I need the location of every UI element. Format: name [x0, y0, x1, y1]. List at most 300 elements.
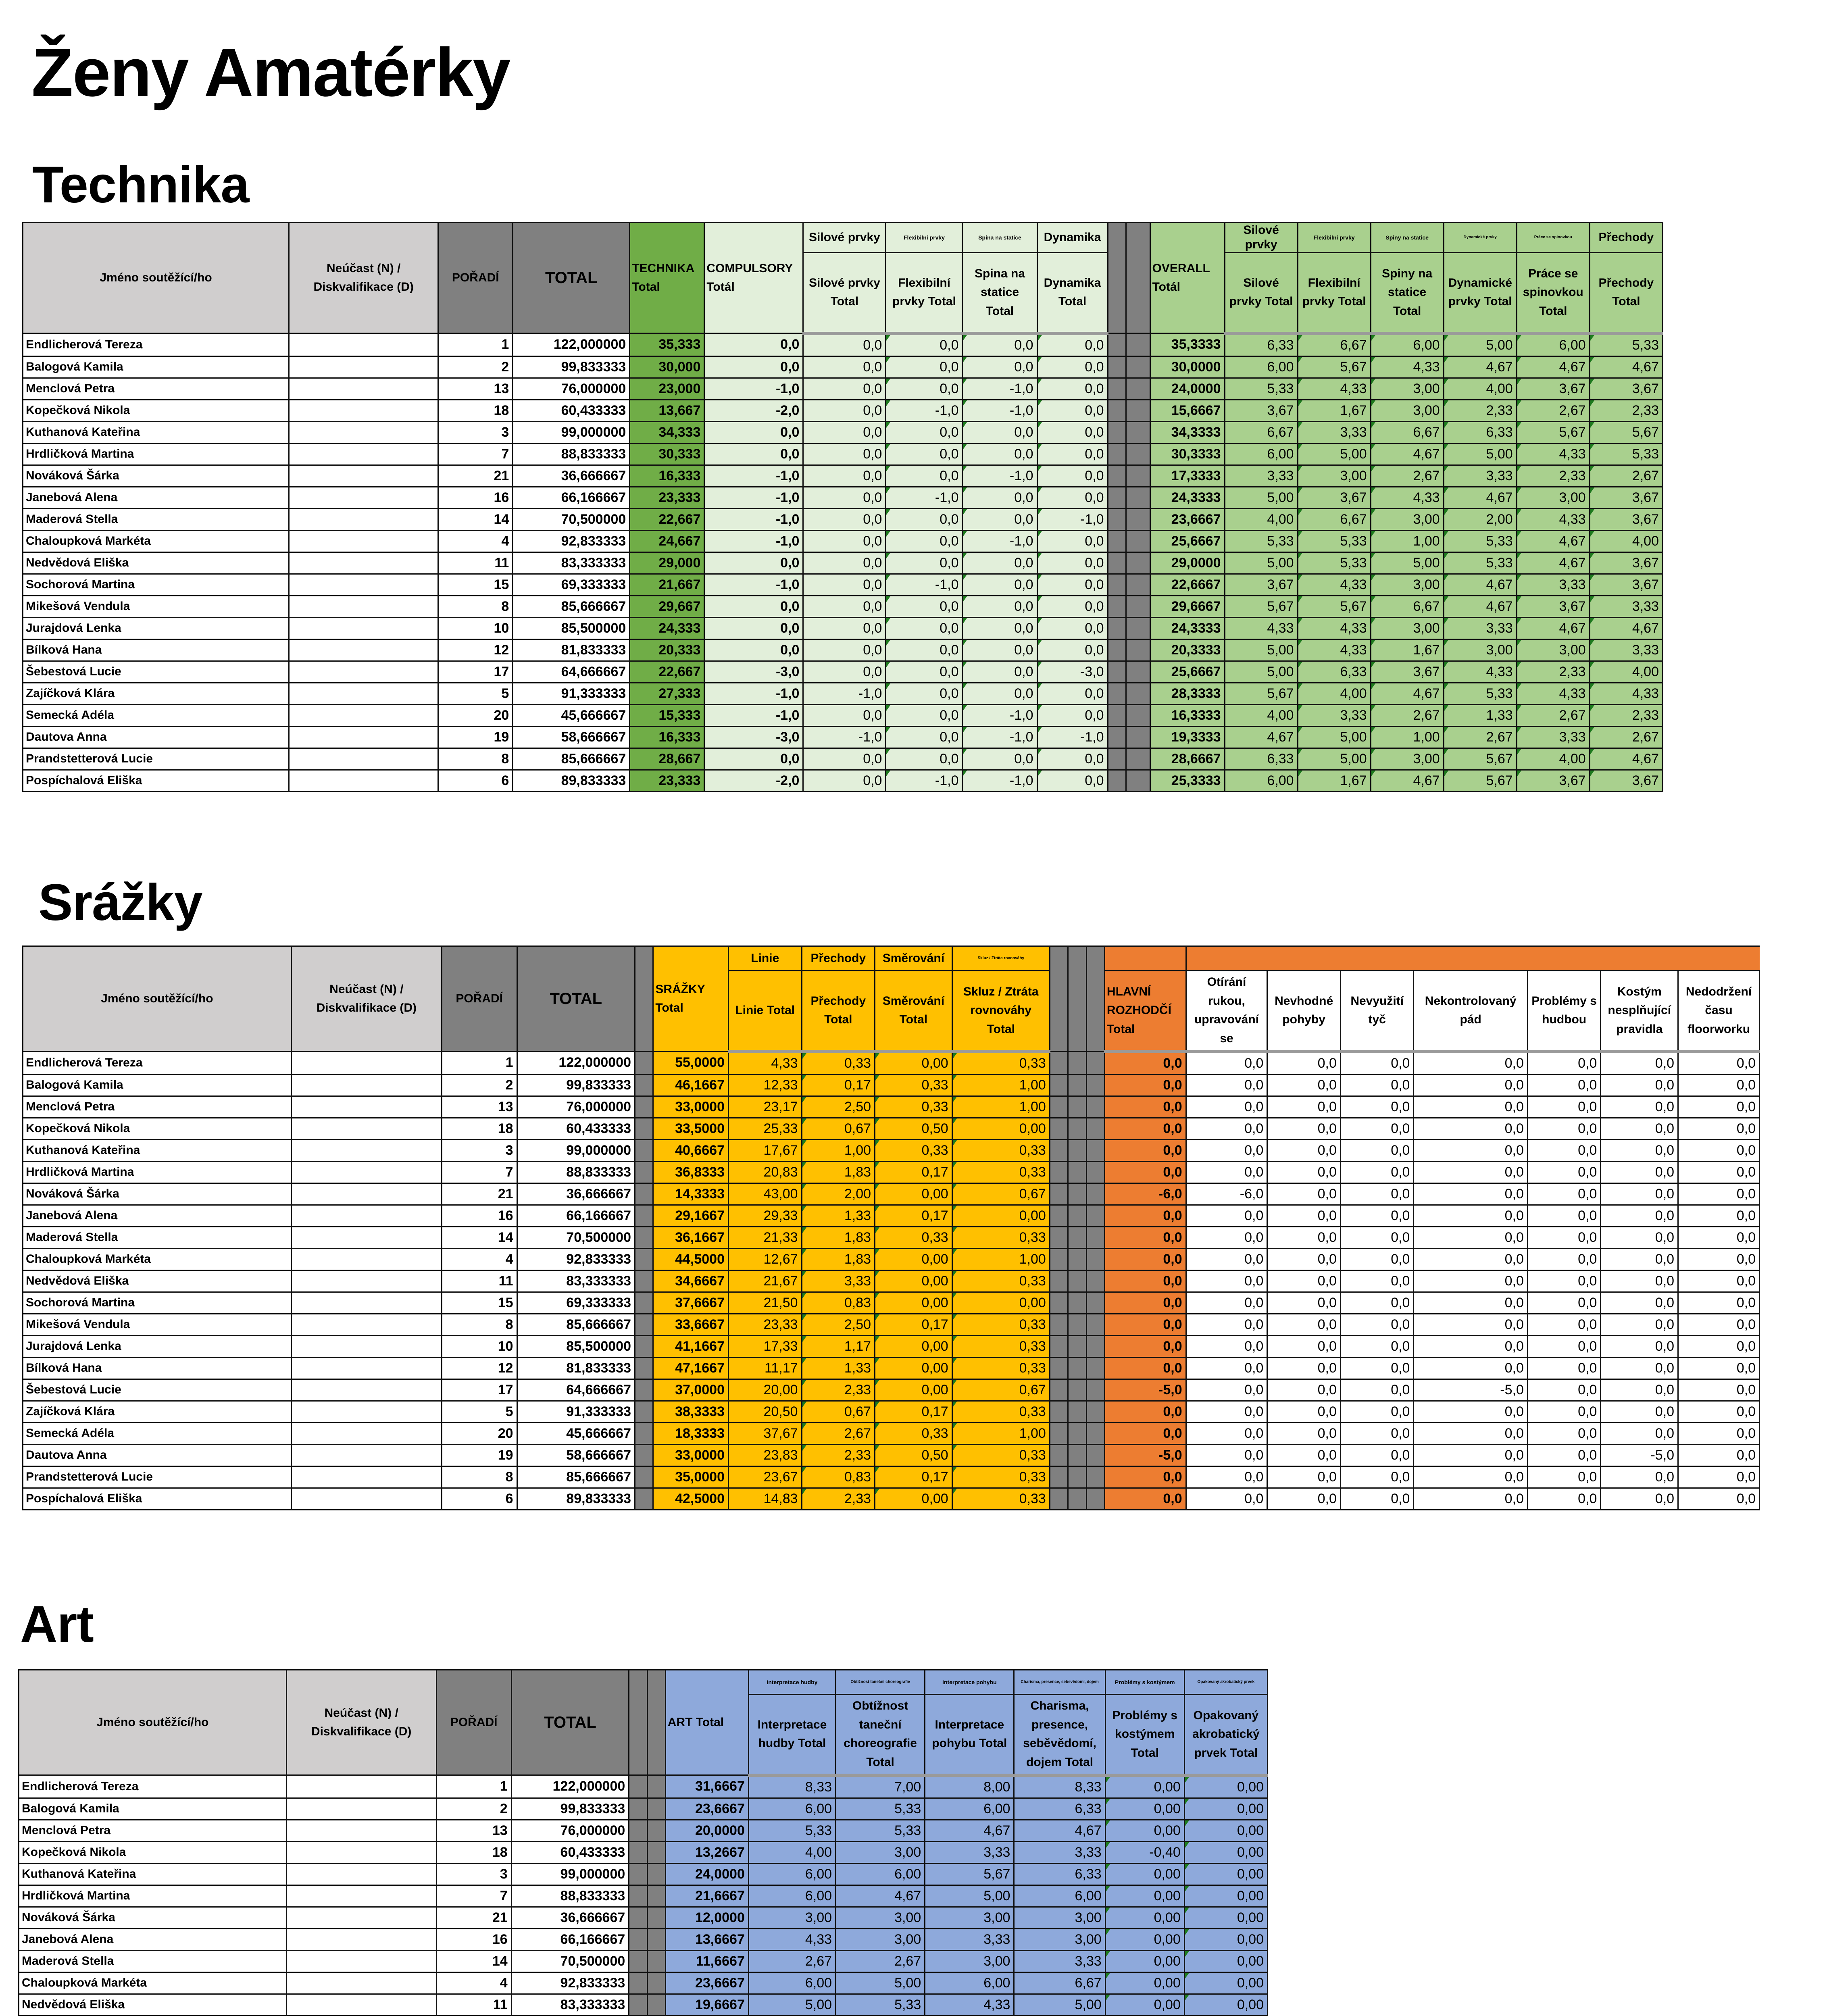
cell-hlavni-col[interactable]: 0,0: [1414, 1292, 1527, 1314]
cell-overall-col[interactable]: 4,33: [1444, 661, 1517, 683]
cell-art-col[interactable]: -0,40: [1105, 1841, 1184, 1863]
cell-hlavni-col[interactable]: 0,0: [1527, 1466, 1601, 1488]
cell-overall-col[interactable]: 6,33: [1298, 661, 1371, 683]
cell-overall-col[interactable]: 3,00: [1371, 748, 1444, 770]
cell-total[interactable]: 91,333333: [513, 683, 630, 704]
cell-compulsory-total[interactable]: -1,0: [704, 683, 803, 704]
cell-hlavni-col[interactable]: 0,0: [1678, 1401, 1760, 1422]
cell-neucast[interactable]: [291, 1335, 442, 1357]
cell-spina-total[interactable]: 0,0: [962, 748, 1037, 770]
cell-art-col[interactable]: 3,33: [1014, 1950, 1105, 1972]
cell-name[interactable]: Jurajdová Lenka: [23, 617, 289, 639]
cell-hlavni-col[interactable]: 0,0: [1601, 1270, 1678, 1292]
cell-art-col[interactable]: 4,00: [748, 1841, 835, 1863]
cell-hlavni-col[interactable]: 0,0: [1267, 1139, 1341, 1161]
cell-total[interactable]: 36,666667: [513, 465, 630, 487]
cell-art-col[interactable]: 5,00: [925, 1885, 1014, 1907]
cell-name[interactable]: Endlicherová Tereza: [23, 1052, 292, 1075]
cell-name[interactable]: Menclová Petra: [23, 1096, 292, 1118]
cell-overall-col[interactable]: 3,00: [1371, 400, 1444, 421]
cell-hlavni-col[interactable]: 0,0: [1601, 1292, 1678, 1314]
cell-overall-col[interactable]: 6,00: [1371, 333, 1444, 356]
cell-dynamika-total[interactable]: 0,0: [1037, 487, 1108, 508]
cell-art-col[interactable]: 0,00: [1184, 1972, 1267, 1994]
cell-hlavni-col[interactable]: 0,0: [1267, 1314, 1341, 1335]
cell-dynamika-total[interactable]: 0,0: [1037, 333, 1108, 356]
cell-overall-total[interactable]: 16,3333: [1150, 704, 1225, 726]
cell-spina-total[interactable]: 0,0: [962, 574, 1037, 596]
cell-total[interactable]: 122,000000: [511, 1775, 629, 1798]
cell-hlavni-col[interactable]: 0,0: [1527, 1270, 1601, 1292]
cell-poradi[interactable]: 18: [442, 1118, 517, 1139]
cell-hlavni-col[interactable]: 0,0: [1340, 1335, 1414, 1357]
cell-hlavni-rozhodci-total[interactable]: 0,0: [1104, 1118, 1186, 1139]
cell-hlavni-col[interactable]: 0,0: [1527, 1401, 1601, 1422]
cell-overall-col[interactable]: 5,67: [1225, 596, 1298, 617]
cell-hlavni-col[interactable]: 0,0: [1678, 1227, 1760, 1248]
cell-hlavni-col[interactable]: 0,0: [1186, 1205, 1267, 1227]
cell-hlavni-col[interactable]: 0,0: [1527, 1118, 1601, 1139]
cell-overall-col[interactable]: 4,67: [1371, 770, 1444, 791]
cell-poradi[interactable]: 10: [442, 1335, 517, 1357]
cell-total[interactable]: 81,833333: [517, 1357, 635, 1379]
cell-hlavni-col[interactable]: 0,0: [1186, 1161, 1267, 1183]
cell-name[interactable]: Bílková Hana: [23, 1357, 292, 1379]
cell-name[interactable]: Maderová Stella: [19, 1950, 287, 1972]
cell-neucast[interactable]: [286, 1885, 436, 1907]
cell-compulsory-total[interactable]: 0,0: [704, 552, 803, 574]
cell-art-col[interactable]: 7,00: [836, 1775, 925, 1798]
cell-spina-total[interactable]: 0,0: [962, 596, 1037, 617]
cell-name[interactable]: Pospíchalová Eliška: [23, 1488, 292, 1510]
cell-hlavni-col[interactable]: 0,0: [1527, 1205, 1601, 1227]
cell-technika-total[interactable]: 24,667: [630, 530, 704, 552]
cell-overall-col[interactable]: 1,67: [1371, 639, 1444, 661]
cell-flexibilni-total[interactable]: 0,0: [886, 704, 962, 726]
cell-prechody-total[interactable]: 0,83: [802, 1466, 875, 1488]
cell-hlavni-col[interactable]: 0,0: [1267, 1248, 1341, 1270]
cell-linie-total[interactable]: 21,33: [728, 1227, 802, 1248]
cell-overall-col[interactable]: 3,00: [1444, 639, 1517, 661]
cell-silove-total[interactable]: 0,0: [803, 443, 886, 465]
cell-overall-col[interactable]: 5,00: [1225, 552, 1298, 574]
cell-overall-col[interactable]: 1,00: [1371, 726, 1444, 748]
cell-hlavni-col[interactable]: 0,0: [1527, 1292, 1601, 1314]
cell-poradi[interactable]: 1: [442, 1052, 517, 1075]
cell-prechody-total[interactable]: 2,33: [802, 1444, 875, 1466]
cell-neucast[interactable]: [291, 1248, 442, 1270]
cell-prechody-total[interactable]: 1,33: [802, 1205, 875, 1227]
cell-hlavni-col[interactable]: 0,0: [1186, 1379, 1267, 1401]
cell-hlavni-col[interactable]: 0,0: [1340, 1466, 1414, 1488]
cell-total[interactable]: 91,333333: [517, 1401, 635, 1422]
cell-hlavni-col[interactable]: 0,0: [1414, 1488, 1527, 1510]
cell-overall-col[interactable]: 5,33: [1444, 552, 1517, 574]
cell-name[interactable]: Hrdličková Martina: [19, 1885, 287, 1907]
cell-neucast[interactable]: [286, 1798, 436, 1820]
cell-linie-total[interactable]: 11,17: [728, 1357, 802, 1379]
cell-hlavni-col[interactable]: 0,0: [1527, 1052, 1601, 1075]
cell-overall-col[interactable]: 3,33: [1298, 421, 1371, 443]
cell-overall-col[interactable]: 4,33: [1225, 617, 1298, 639]
cell-srazky-total[interactable]: 18,3333: [653, 1422, 729, 1444]
cell-hlavni-col[interactable]: 0,0: [1527, 1139, 1601, 1161]
cell-dynamika-total[interactable]: -3,0: [1037, 661, 1108, 683]
cell-name[interactable]: Janebová Alena: [23, 1205, 292, 1227]
cell-srazky-total[interactable]: 42,5000: [653, 1488, 729, 1510]
cell-hlavni-col[interactable]: 0,0: [1678, 1161, 1760, 1183]
cell-overall-col[interactable]: 6,00: [1225, 770, 1298, 791]
cell-overall-col[interactable]: 3,67: [1225, 400, 1298, 421]
cell-total[interactable]: 85,500000: [513, 617, 630, 639]
cell-dynamika-total[interactable]: 0,0: [1037, 400, 1108, 421]
cell-overall-col[interactable]: 3,00: [1371, 508, 1444, 530]
cell-technika-total[interactable]: 22,667: [630, 508, 704, 530]
cell-technika-total[interactable]: 35,333: [630, 333, 704, 356]
cell-srazky-total[interactable]: 37,6667: [653, 1292, 729, 1314]
cell-name[interactable]: Zajíčková Klára: [23, 683, 289, 704]
cell-overall-col[interactable]: 5,33: [1225, 530, 1298, 552]
cell-silove-total[interactable]: 0,0: [803, 704, 886, 726]
cell-technika-total[interactable]: 23,333: [630, 770, 704, 791]
cell-hlavni-col[interactable]: 0,0: [1527, 1444, 1601, 1466]
cell-name[interactable]: Semecká Adéla: [23, 1422, 292, 1444]
cell-linie-total[interactable]: 37,67: [728, 1422, 802, 1444]
cell-srazky-total[interactable]: 36,1667: [653, 1227, 729, 1248]
cell-overall-total[interactable]: 29,6667: [1150, 596, 1225, 617]
cell-hlavni-col[interactable]: 0,0: [1414, 1422, 1527, 1444]
cell-hlavni-col[interactable]: 0,0: [1186, 1357, 1267, 1379]
cell-hlavni-col[interactable]: 0,0: [1267, 1074, 1341, 1096]
cell-prechody-total[interactable]: 1,00: [802, 1139, 875, 1161]
cell-name[interactable]: Maderová Stella: [23, 508, 289, 530]
cell-prechody-total[interactable]: 0,83: [802, 1292, 875, 1314]
cell-srazky-total[interactable]: 47,1667: [653, 1357, 729, 1379]
cell-art-col[interactable]: 6,00: [748, 1885, 835, 1907]
cell-spina-total[interactable]: 0,0: [962, 333, 1037, 356]
cell-name[interactable]: Chaloupková Markéta: [23, 530, 289, 552]
cell-silove-total[interactable]: 0,0: [803, 378, 886, 400]
cell-silove-total[interactable]: 0,0: [803, 661, 886, 683]
cell-technika-total[interactable]: 34,333: [630, 421, 704, 443]
cell-total[interactable]: 92,833333: [513, 530, 630, 552]
cell-flexibilni-total[interactable]: -1,0: [886, 574, 962, 596]
cell-name[interactable]: Hrdličková Martina: [23, 1161, 292, 1183]
cell-poradi[interactable]: 8: [442, 1466, 517, 1488]
cell-neucast[interactable]: [289, 530, 438, 552]
cell-neucast[interactable]: [291, 1357, 442, 1379]
cell-hlavni-col[interactable]: 0,0: [1267, 1335, 1341, 1357]
cell-hlavni-col[interactable]: 0,0: [1186, 1466, 1267, 1488]
cell-neucast[interactable]: [289, 617, 438, 639]
cell-smerovani-total[interactable]: 0,00: [875, 1488, 952, 1510]
cell-dynamika-total[interactable]: -1,0: [1037, 508, 1108, 530]
cell-poradi[interactable]: 13: [438, 378, 513, 400]
cell-total[interactable]: 92,833333: [517, 1248, 635, 1270]
cell-poradi[interactable]: 14: [438, 508, 513, 530]
cell-hlavni-col[interactable]: 0,0: [1267, 1379, 1341, 1401]
cell-hlavni-col[interactable]: 0,0: [1267, 1161, 1341, 1183]
cell-compulsory-total[interactable]: 0,0: [704, 333, 803, 356]
cell-prechody-total[interactable]: 2,67: [802, 1422, 875, 1444]
cell-overall-col[interactable]: 2,67: [1371, 704, 1444, 726]
cell-art-total[interactable]: 31,6667: [665, 1775, 748, 1798]
cell-overall-col[interactable]: 6,00: [1517, 333, 1590, 356]
cell-overall-total[interactable]: 15,6667: [1150, 400, 1225, 421]
cell-compulsory-total[interactable]: -1,0: [704, 704, 803, 726]
cell-art-col[interactable]: 5,00: [748, 1994, 835, 2016]
cell-total[interactable]: 81,833333: [513, 639, 630, 661]
cell-hlavni-col[interactable]: 0,0: [1186, 1052, 1267, 1075]
cell-skluz-total[interactable]: 0,33: [952, 1335, 1050, 1357]
cell-art-col[interactable]: 4,33: [925, 1994, 1014, 2016]
cell-art-total[interactable]: 24,0000: [665, 1863, 748, 1885]
cell-overall-total[interactable]: 24,0000: [1150, 378, 1225, 400]
cell-prechody-total[interactable]: 1,33: [802, 1357, 875, 1379]
cell-art-col[interactable]: 0,00: [1105, 1820, 1184, 1841]
cell-compulsory-total[interactable]: 0,0: [704, 596, 803, 617]
cell-neucast[interactable]: [291, 1444, 442, 1466]
cell-neucast[interactable]: [291, 1183, 442, 1205]
cell-hlavni-col[interactable]: 0,0: [1340, 1205, 1414, 1227]
cell-art-col[interactable]: 0,00: [1105, 1885, 1184, 1907]
cell-silove-total[interactable]: 0,0: [803, 487, 886, 508]
cell-prechody-total[interactable]: 0,67: [802, 1401, 875, 1422]
cell-overall-col[interactable]: 4,00: [1225, 704, 1298, 726]
cell-overall-col[interactable]: 3,67: [1590, 487, 1662, 508]
cell-linie-total[interactable]: 23,33: [728, 1314, 802, 1335]
cell-hlavni-col[interactable]: 0,0: [1267, 1118, 1341, 1139]
cell-technika-total[interactable]: 29,667: [630, 596, 704, 617]
cell-neucast[interactable]: [289, 421, 438, 443]
cell-poradi[interactable]: 11: [436, 1994, 511, 2016]
cell-flexibilni-total[interactable]: 0,0: [886, 726, 962, 748]
cell-name[interactable]: Endlicherová Tereza: [23, 333, 289, 356]
cell-overall-col[interactable]: 5,33: [1444, 530, 1517, 552]
cell-hlavni-col[interactable]: 0,0: [1527, 1074, 1601, 1096]
cell-overall-col[interactable]: 5,33: [1590, 333, 1662, 356]
cell-prechody-total[interactable]: 2,33: [802, 1488, 875, 1510]
cell-poradi[interactable]: 20: [438, 704, 513, 726]
cell-hlavni-col[interactable]: 0,0: [1601, 1183, 1678, 1205]
cell-flexibilni-total[interactable]: 0,0: [886, 378, 962, 400]
cell-hlavni-rozhodci-total[interactable]: 0,0: [1104, 1466, 1186, 1488]
cell-poradi[interactable]: 3: [438, 421, 513, 443]
cell-skluz-total[interactable]: 0,67: [952, 1183, 1050, 1205]
cell-name[interactable]: Sochorová Martina: [23, 574, 289, 596]
cell-overall-total[interactable]: 20,3333: [1150, 639, 1225, 661]
cell-total[interactable]: 69,333333: [513, 574, 630, 596]
cell-poradi[interactable]: 4: [436, 1972, 511, 1994]
cell-art-col[interactable]: 6,00: [748, 1798, 835, 1820]
cell-poradi[interactable]: 6: [438, 770, 513, 791]
cell-art-col[interactable]: 0,00: [1184, 1885, 1267, 1907]
cell-hlavni-col[interactable]: 0,0: [1527, 1335, 1601, 1357]
cell-total[interactable]: 99,833333: [511, 1798, 629, 1820]
cell-poradi[interactable]: 18: [438, 400, 513, 421]
cell-name[interactable]: Kuthanová Kateřina: [23, 1139, 292, 1161]
cell-neucast[interactable]: [289, 508, 438, 530]
cell-neucast[interactable]: [289, 356, 438, 378]
cell-smerovani-total[interactable]: 0,33: [875, 1227, 952, 1248]
cell-name[interactable]: Dautova Anna: [23, 1444, 292, 1466]
cell-smerovani-total[interactable]: 0,00: [875, 1183, 952, 1205]
cell-art-col[interactable]: 4,67: [836, 1885, 925, 1907]
cell-hlavni-col[interactable]: 0,0: [1267, 1052, 1341, 1075]
cell-overall-col[interactable]: 6,67: [1371, 421, 1444, 443]
cell-overall-col[interactable]: 6,00: [1225, 443, 1298, 465]
cell-poradi[interactable]: 18: [436, 1841, 511, 1863]
cell-smerovani-total[interactable]: 0,33: [875, 1422, 952, 1444]
cell-neucast[interactable]: [289, 378, 438, 400]
cell-flexibilni-total[interactable]: 0,0: [886, 748, 962, 770]
cell-art-col[interactable]: 8,33: [1014, 1775, 1105, 1798]
cell-flexibilni-total[interactable]: -1,0: [886, 400, 962, 421]
cell-name[interactable]: Kopečková Nikola: [23, 400, 289, 421]
cell-poradi[interactable]: 10: [438, 617, 513, 639]
cell-total[interactable]: 85,500000: [517, 1335, 635, 1357]
cell-overall-col[interactable]: 3,67: [1517, 378, 1590, 400]
cell-overall-col[interactable]: 1,67: [1298, 770, 1371, 791]
cell-skluz-total[interactable]: 0,00: [952, 1292, 1050, 1314]
cell-linie-total[interactable]: 20,00: [728, 1379, 802, 1401]
cell-neucast[interactable]: [291, 1096, 442, 1118]
cell-skluz-total[interactable]: 0,33: [952, 1466, 1050, 1488]
cell-silove-total[interactable]: 0,0: [803, 465, 886, 487]
cell-art-col[interactable]: 0,00: [1105, 1972, 1184, 1994]
cell-art-col[interactable]: 0,00: [1105, 1863, 1184, 1885]
cell-total[interactable]: 88,833333: [517, 1161, 635, 1183]
cell-overall-col[interactable]: 4,33: [1517, 443, 1590, 465]
cell-overall-col[interactable]: 3,67: [1590, 574, 1662, 596]
cell-dynamika-total[interactable]: 0,0: [1037, 596, 1108, 617]
cell-hlavni-col[interactable]: 0,0: [1601, 1139, 1678, 1161]
cell-neucast[interactable]: [291, 1118, 442, 1139]
cell-name[interactable]: Nováková Šárka: [23, 465, 289, 487]
cell-technika-total[interactable]: 28,667: [630, 748, 704, 770]
cell-hlavni-col[interactable]: 0,0: [1340, 1227, 1414, 1248]
cell-srazky-total[interactable]: 33,5000: [653, 1118, 729, 1139]
cell-neucast[interactable]: [289, 333, 438, 356]
cell-poradi[interactable]: 16: [438, 487, 513, 508]
cell-art-col[interactable]: 6,00: [1014, 1885, 1105, 1907]
cell-hlavni-col[interactable]: 0,0: [1527, 1227, 1601, 1248]
cell-total[interactable]: 89,833333: [517, 1488, 635, 1510]
cell-poradi[interactable]: 11: [438, 552, 513, 574]
cell-flexibilni-total[interactable]: 0,0: [886, 552, 962, 574]
cell-total[interactable]: 60,433333: [511, 1841, 629, 1863]
cell-srazky-total[interactable]: 33,6667: [653, 1314, 729, 1335]
cell-art-total[interactable]: 13,6667: [665, 1929, 748, 1950]
cell-overall-col[interactable]: 4,67: [1371, 443, 1444, 465]
cell-flexibilni-total[interactable]: 0,0: [886, 421, 962, 443]
cell-overall-col[interactable]: 2,33: [1590, 704, 1662, 726]
cell-overall-col[interactable]: 3,67: [1590, 770, 1662, 791]
cell-name[interactable]: Prandstetterová Lucie: [23, 1466, 292, 1488]
cell-poradi[interactable]: 15: [438, 574, 513, 596]
cell-overall-col[interactable]: 4,67: [1225, 726, 1298, 748]
cell-overall-col[interactable]: 6,33: [1225, 748, 1298, 770]
cell-hlavni-col[interactable]: 0,0: [1414, 1205, 1527, 1227]
cell-poradi[interactable]: 19: [438, 726, 513, 748]
cell-hlavni-col[interactable]: 0,0: [1678, 1444, 1760, 1466]
cell-overall-col[interactable]: 5,00: [1298, 443, 1371, 465]
cell-hlavni-col[interactable]: 0,0: [1340, 1444, 1414, 1466]
cell-art-total[interactable]: 21,6667: [665, 1885, 748, 1907]
cell-poradi[interactable]: 8: [438, 748, 513, 770]
cell-prechody-total[interactable]: 0,17: [802, 1074, 875, 1096]
cell-neucast[interactable]: [289, 726, 438, 748]
cell-art-col[interactable]: 3,33: [925, 1841, 1014, 1863]
cell-name[interactable]: Chaloupková Markéta: [23, 1248, 292, 1270]
cell-hlavni-col[interactable]: 0,0: [1678, 1357, 1760, 1379]
cell-name[interactable]: Nedvědová Eliška: [23, 1270, 292, 1292]
cell-spina-total[interactable]: 0,0: [962, 552, 1037, 574]
cell-hlavni-rozhodci-total[interactable]: 0,0: [1104, 1052, 1186, 1075]
cell-hlavni-col[interactable]: -5,0: [1414, 1379, 1527, 1401]
cell-overall-col[interactable]: 4,00: [1225, 508, 1298, 530]
cell-neucast[interactable]: [291, 1139, 442, 1161]
cell-poradi[interactable]: 5: [438, 683, 513, 704]
cell-overall-col[interactable]: 3,33: [1444, 617, 1517, 639]
cell-srazky-total[interactable]: 33,0000: [653, 1096, 729, 1118]
cell-hlavni-col[interactable]: 0,0: [1414, 1401, 1527, 1422]
cell-total[interactable]: 60,433333: [517, 1118, 635, 1139]
cell-hlavni-col[interactable]: 0,0: [1527, 1379, 1601, 1401]
cell-skluz-total[interactable]: 0,33: [952, 1488, 1050, 1510]
cell-hlavni-col[interactable]: 0,0: [1186, 1074, 1267, 1096]
cell-smerovani-total[interactable]: 0,00: [875, 1335, 952, 1357]
cell-poradi[interactable]: 3: [442, 1139, 517, 1161]
cell-art-total[interactable]: 23,6667: [665, 1798, 748, 1820]
cell-hlavni-col[interactable]: 0,0: [1678, 1205, 1760, 1227]
cell-overall-col[interactable]: 4,00: [1590, 530, 1662, 552]
cell-compulsory-total[interactable]: -1,0: [704, 530, 803, 552]
cell-hlavni-col[interactable]: -6,0: [1186, 1183, 1267, 1205]
cell-name[interactable]: Šebestová Lucie: [23, 1379, 292, 1401]
cell-overall-col[interactable]: 5,00: [1225, 487, 1298, 508]
cell-total[interactable]: 83,333333: [511, 1994, 629, 2016]
cell-smerovani-total[interactable]: 0,00: [875, 1292, 952, 1314]
cell-name[interactable]: Bílková Hana: [23, 639, 289, 661]
cell-overall-col[interactable]: 4,67: [1590, 617, 1662, 639]
cell-hlavni-col[interactable]: 0,0: [1267, 1488, 1341, 1510]
cell-srazky-total[interactable]: 40,6667: [653, 1139, 729, 1161]
cell-neucast[interactable]: [289, 465, 438, 487]
cell-skluz-total[interactable]: 1,00: [952, 1422, 1050, 1444]
cell-neucast[interactable]: [291, 1314, 442, 1335]
cell-art-col[interactable]: 5,67: [925, 1863, 1014, 1885]
cell-srazky-total[interactable]: 46,1667: [653, 1074, 729, 1096]
cell-hlavni-col[interactable]: 0,0: [1678, 1314, 1760, 1335]
cell-hlavni-col[interactable]: 0,0: [1414, 1161, 1527, 1183]
cell-hlavni-col[interactable]: 0,0: [1186, 1335, 1267, 1357]
cell-srazky-total[interactable]: 35,0000: [653, 1466, 729, 1488]
cell-art-col[interactable]: 5,00: [1014, 1994, 1105, 2016]
cell-silove-total[interactable]: 0,0: [803, 596, 886, 617]
cell-art-col[interactable]: 4,67: [925, 1820, 1014, 1841]
cell-overall-col[interactable]: 5,33: [1590, 443, 1662, 465]
cell-silove-total[interactable]: 0,0: [803, 639, 886, 661]
cell-name[interactable]: Kuthanová Kateřina: [19, 1863, 287, 1885]
cell-name[interactable]: Nováková Šárka: [19, 1907, 287, 1929]
cell-overall-col[interactable]: 3,67: [1371, 661, 1444, 683]
cell-overall-col[interactable]: 4,67: [1517, 530, 1590, 552]
cell-art-col[interactable]: 3,00: [1014, 1907, 1105, 1929]
cell-smerovani-total[interactable]: 0,17: [875, 1401, 952, 1422]
cell-hlavni-col[interactable]: 0,0: [1186, 1444, 1267, 1466]
cell-poradi[interactable]: 2: [442, 1074, 517, 1096]
